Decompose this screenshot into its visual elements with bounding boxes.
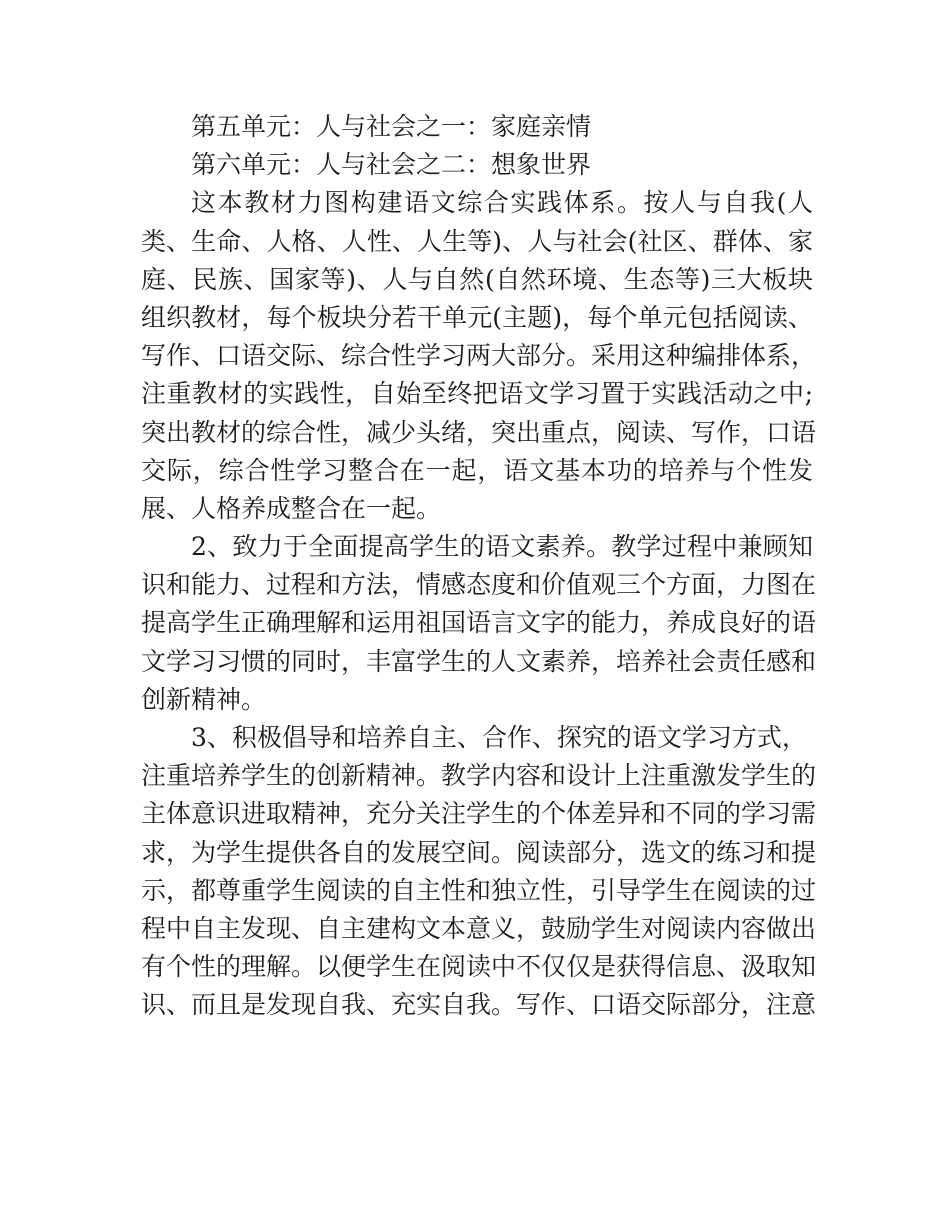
text-line: 求，为学生提供各自的发展空间。阅读部分，选文的练习和提 (141, 837, 817, 867)
text-line: 识、而且是发现自我、充实自我。写作、口语交际部分，注意 (141, 990, 817, 1020)
text-line: 示，都尊重学生阅读的自主性和独立性，引导学生在阅读的过 (141, 875, 817, 905)
text-line: 有个性的理解。以便学生在阅读中不仅仅是获得信息、汲取知 (141, 952, 817, 982)
text-line: 文学习习惯的同时，丰富学生的人文素养，培养社会责任感和 (141, 646, 817, 676)
text-line: 2、致力于全面提高学生的语文素养。教学过程中兼顾知 (191, 532, 813, 562)
text-line: 庭、民族、国家等)、人与自然(自然环境、生态等)三大板块 (141, 264, 813, 294)
text-line: 主体意识进取精神，充分关注学生的个体差异和不同的学习需 (141, 799, 817, 829)
text-line: 第五单元：人与社会之一：家庭亲情 (191, 112, 592, 141)
text-line: 3、积极倡导和培养自主、合作、探究的语文学习方式， (191, 723, 807, 752)
text-line: 识和能力、过程和方法，情感态度和价值观三个方面，力图在 (141, 570, 817, 600)
text-line: 创新精神。 (141, 684, 267, 714)
text-line: 类、生命、人格、人性、人生等)、人与社会(社区、群体、家 (141, 226, 813, 256)
text-line: 注重培养学生的创新精神。教学内容和设计上注重激发学生的 (141, 761, 817, 791)
text-line: 组织教材，每个板块分若干单元(主题)，每个单元包括阅读、 (141, 302, 813, 332)
text-line: 注重教材的实践性，自始至终把语文学习置于实践活动之中; (141, 379, 813, 409)
text-line: 展、人格养成整合在一起。 (141, 493, 442, 523)
text-line: 第六单元：人与社会之二：想象世界 (191, 150, 592, 180)
text-line: 写作、口语交际、综合性学习两大部分。采用这种编排体系， (141, 341, 817, 371)
text-line: 交际，综合性学习整合在一起，语文基本功的培养与个性发 (141, 455, 813, 485)
body-text (141, 108, 817, 1025)
text-line: 突出教材的综合性，减少头绪，突出重点，阅读、写作，口语 (141, 417, 817, 447)
text-line: 这本教材力图构建语文综合实践体系。按人与自我(人 (191, 188, 813, 218)
text-line: 程中自主发现、自主建构文本意义，鼓励学生对阅读内容做出 (141, 913, 817, 943)
text-line: 提高学生正确理解和运用祖国语言文字的能力，养成良好的语 (141, 608, 817, 638)
